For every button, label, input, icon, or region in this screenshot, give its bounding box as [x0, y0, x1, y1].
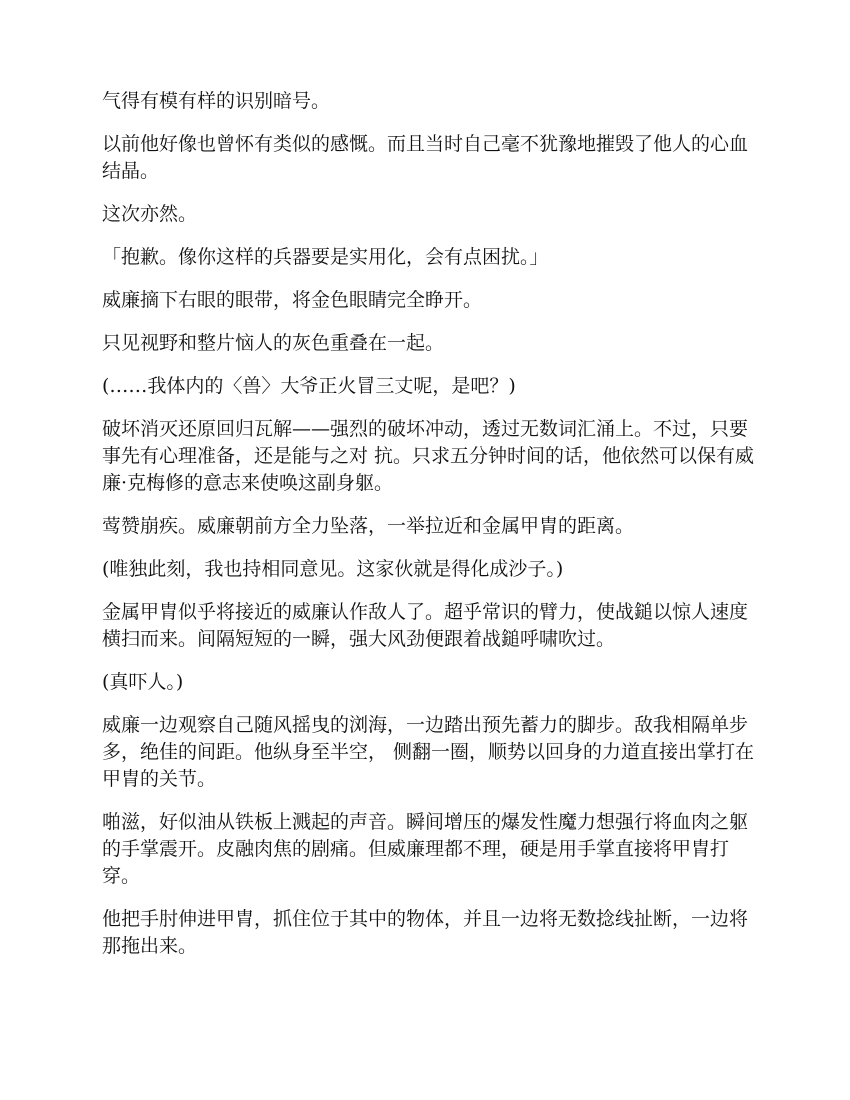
paragraph: 气得有模有样的识别暗号。	[102, 90, 331, 112]
paragraph: 他把手肘伸进甲胄，抓住位于其中的物体，并且一边将无数捻线扯断，一边将那拖出来。	[102, 908, 749, 957]
paragraph: (唯独此刻，我也持相同意见。这家伙就是得化成沙子。)	[102, 558, 564, 580]
paragraph: 金属甲胄似乎将接近的威廉认作敌人了。超乎常识的臂力，使战鎚以惊人速度横扫而来。间隔短短的一瞬，强大风劲便跟着战鎚呼啸吹过。	[102, 601, 749, 650]
paragraph: 只见视野和整片恼人的灰色重叠在一起。	[102, 332, 445, 354]
paragraph: 「抱歉。像你这样的兵器要是实用化，会有点困扰。」	[102, 246, 549, 268]
paragraph: (……我体内的〈兽〉大爷正火冒三丈呢，是吧？)	[102, 375, 516, 397]
paragraph: 破坏消灭还原回归瓦解——强烈的破坏冲动，透过无数词汇涌上。不过，只要事先有心理准备，还是能与之对 抗。只求五分钟时间的话，他依然可以保有威廉·克梅修的意志来使唤这副身躯。	[102, 418, 755, 494]
paragraph: (真吓人。)	[102, 671, 184, 693]
document-body	[102, 88, 762, 976]
paragraph: 这次亦然。	[102, 203, 198, 225]
paragraph: 莺赞崩疾。威廉朝前方全力坠落，一举拉近和金属甲胄的距离。	[102, 515, 635, 537]
paragraph: 以前他好像也曾怀有类似的感慨。而且当时自己毫不犹豫地摧毁了他人的心血结晶。	[102, 133, 749, 182]
paragraph: 威廉一边观察自己随风摇曳的浏海，一边踏出预先蓄力的脚步。敌我相隔单步多，绝佳的间距。他纵身至半空， 侧翻一圈，顺势以回身的力道直接出掌打在甲胄的关节。	[102, 714, 755, 790]
paragraph: 威廉摘下右眼的眼带，将金色眼睛完全睁开。	[102, 289, 483, 311]
paragraph: 啪滋，好似油从铁板上溅起的声音。瞬间增压的爆发性魔力想强行将血肉之躯的手掌震开。皮融肉焦的剧痛。但威廉理都不理，硬是用手掌直接将甲胄打穿。	[102, 811, 749, 887]
